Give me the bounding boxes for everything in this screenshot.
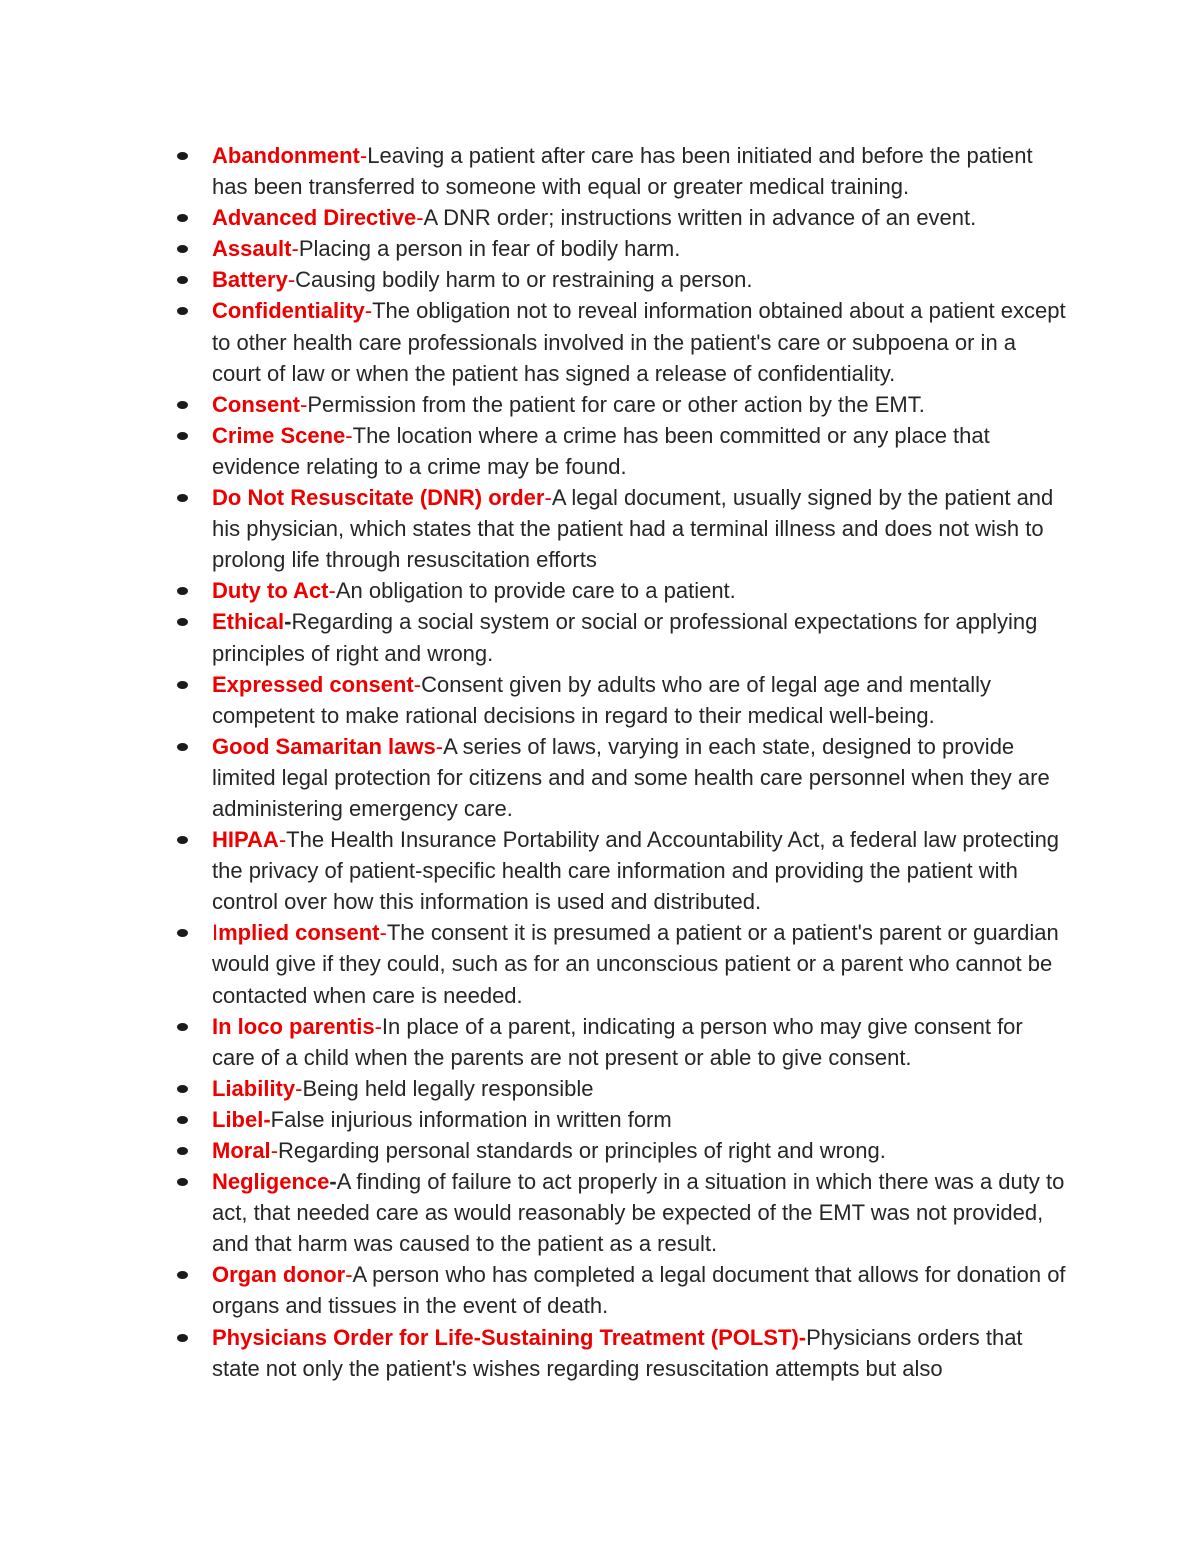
bullet-icon <box>177 494 188 502</box>
list-item <box>175 917 1070 1010</box>
definition: A series of laws, varying in each state, designed to provide limited legal protection for citizens and and some health care personnel when they are administering emergency care. <box>212 733 1050 821</box>
term: Abandonment <box>212 143 360 168</box>
definition: False injurious information in written form <box>270 1106 672 1132</box>
bullet-icon <box>177 836 188 844</box>
bullet-icon <box>177 276 188 284</box>
bullet-icon <box>177 245 188 253</box>
term: mplied consent <box>218 920 380 946</box>
definition: In place of a parent, indicating a person who may give consent for care of a child when the parents are not present or able to give consent. <box>212 1013 1023 1070</box>
definition: Being held legally responsible <box>302 1075 594 1101</box>
list-item <box>175 202 1070 233</box>
definition: Placing a person in fear of bodily harm. <box>298 236 681 262</box>
bullet-icon <box>177 307 188 315</box>
bullet-icon <box>177 1178 188 1186</box>
term-separator: - <box>287 267 296 293</box>
term: Negligence <box>212 1169 330 1195</box>
definition: The Health Insurance Portability and Accountability Act, a federal law protecting the privacy of patient-specific health care information and providing the patient with control over how this information is used and distributed. <box>212 827 1060 915</box>
term-separator: - <box>278 827 287 853</box>
term: HIPAA <box>212 827 279 853</box>
term-separator: - <box>798 1324 807 1350</box>
list-item <box>175 233 1070 264</box>
term: Expressed consent <box>212 671 414 697</box>
term: Physicians Order for Life-Sustaining Treatment (POLST) <box>212 1324 799 1350</box>
term-separator: - <box>374 1013 382 1039</box>
definition: Regarding personal standards or principles of right and wrong. <box>278 1138 886 1163</box>
term-separator: - <box>291 236 299 262</box>
term-separator: - <box>329 1169 337 1195</box>
term: Moral <box>212 1138 271 1163</box>
term-initial: I <box>212 920 219 946</box>
list-item <box>175 1135 1070 1166</box>
term: Assault <box>212 236 292 262</box>
bullet-icon <box>177 681 188 689</box>
bullet-icon <box>177 929 188 937</box>
bullet-icon <box>177 214 188 222</box>
term: Do Not Resuscitate (DNR) order <box>212 485 545 511</box>
term: Ethical <box>212 609 285 635</box>
list-item <box>175 575 1070 606</box>
term: Advanced Directive <box>212 205 417 231</box>
list-item <box>175 1104 1070 1135</box>
list-item <box>175 669 1070 731</box>
term-separator: - <box>413 671 422 697</box>
term-separator: - <box>328 578 336 604</box>
definition: A legal document, usually signed by the patient and his physician, which states that the patient had a terminal illness and does not wish to prolong life through resuscitation efforts <box>212 485 1054 573</box>
term-separator: - <box>364 298 373 324</box>
bullet-icon <box>177 587 188 595</box>
definition: The obligation not to reveal information obtained about a patient except to other health care professionals involved in the patient's care or subpoena or in a court of law or when the patient has signed a release of confidentiality. <box>212 298 1066 386</box>
bullet-icon <box>177 1085 188 1093</box>
list-item <box>175 264 1070 295</box>
list-item <box>175 295 1070 388</box>
bullet-icon <box>177 618 188 626</box>
term-separator: - <box>359 143 368 168</box>
list-item <box>175 1011 1070 1073</box>
term-separator: - <box>300 391 308 417</box>
term: Duty to Act <box>212 578 329 604</box>
bullet-icon <box>177 401 188 409</box>
definition: The consent it is presumed a patient or a patient's parent or guardian would give if they could, such as for an unconscious patient or a parent who cannot be contacted when care is needed. <box>212 920 1059 1008</box>
definition: A person who has completed a legal document that allows for donation of organs and tissues in the event of death. <box>212 1262 1066 1319</box>
bullet-icon <box>177 1271 188 1279</box>
definition: A DNR order; instructions written in advance of an event. <box>423 205 977 231</box>
definition: An obligation to provide care to a patient. <box>335 578 736 604</box>
term: Consent <box>212 391 300 417</box>
term: In loco parentis <box>212 1013 375 1039</box>
term-separator: - <box>263 1106 271 1132</box>
term: Liability <box>212 1075 296 1101</box>
definition: The location where a crime has been committed or any place that evidence relating to a crime may be found. <box>212 422 990 479</box>
definition: A finding of failure to act properly in a situation in which there was a duty to act, that needed care as would reasonably be expected of the EMT was not provided, and that harm was caused to the patient as a result. <box>212 1169 1065 1257</box>
bullet-icon <box>177 1116 188 1124</box>
glossary-list <box>175 140 1070 1384</box>
term-separator: - <box>270 1138 279 1163</box>
term-separator: - <box>379 920 387 946</box>
term: Libel <box>212 1106 264 1132</box>
list-item <box>175 1073 1070 1104</box>
list-item <box>175 1166 1070 1259</box>
list-item <box>175 1259 1070 1321</box>
term-separator: - <box>295 1075 303 1101</box>
term: Battery <box>212 267 288 293</box>
definition: Permission from the patient for care or other action by the EMT. <box>307 391 925 417</box>
bullet-icon <box>177 1147 188 1155</box>
bullet-icon <box>177 1023 188 1031</box>
term: Organ donor <box>212 1262 346 1288</box>
bullet-icon <box>177 743 188 751</box>
list-item <box>175 1322 1070 1384</box>
list-item <box>175 731 1070 824</box>
bullet-icon <box>177 152 188 160</box>
list-item <box>175 389 1070 420</box>
term: Crime Scene <box>212 422 346 448</box>
list-item <box>175 824 1070 917</box>
term: Confidentiality <box>212 298 365 324</box>
list-item <box>175 482 1070 575</box>
list-item <box>175 420 1070 482</box>
term-separator: - <box>435 733 444 759</box>
term-separator: - <box>416 205 424 231</box>
term-separator: - <box>284 609 292 635</box>
term: Good Samaritan laws <box>212 733 436 759</box>
definition: Physicians orders that state not only the patient's wishes regarding resuscitation attempts but also <box>212 1324 1023 1381</box>
definition: Consent given by adults who are of legal age and mentally competent to make rational decisions in regard to their medical well-being. <box>212 671 991 728</box>
term-separator: - <box>345 422 353 448</box>
term-separator: - <box>345 1262 353 1288</box>
term-separator: - <box>544 485 552 511</box>
list-item <box>175 606 1070 668</box>
bullet-icon <box>177 1334 188 1342</box>
list-item <box>175 140 1070 202</box>
definition: Leaving a patient after care has been initiated and before the patient has been transferred to someone with equal or greater medical training. <box>212 143 1033 200</box>
definition: Causing bodily harm to or restraining a person. <box>295 267 753 293</box>
definition: Regarding a social system or social or professional expectations for applying principles of right and wrong. <box>212 609 1038 666</box>
bullet-icon <box>177 432 188 440</box>
